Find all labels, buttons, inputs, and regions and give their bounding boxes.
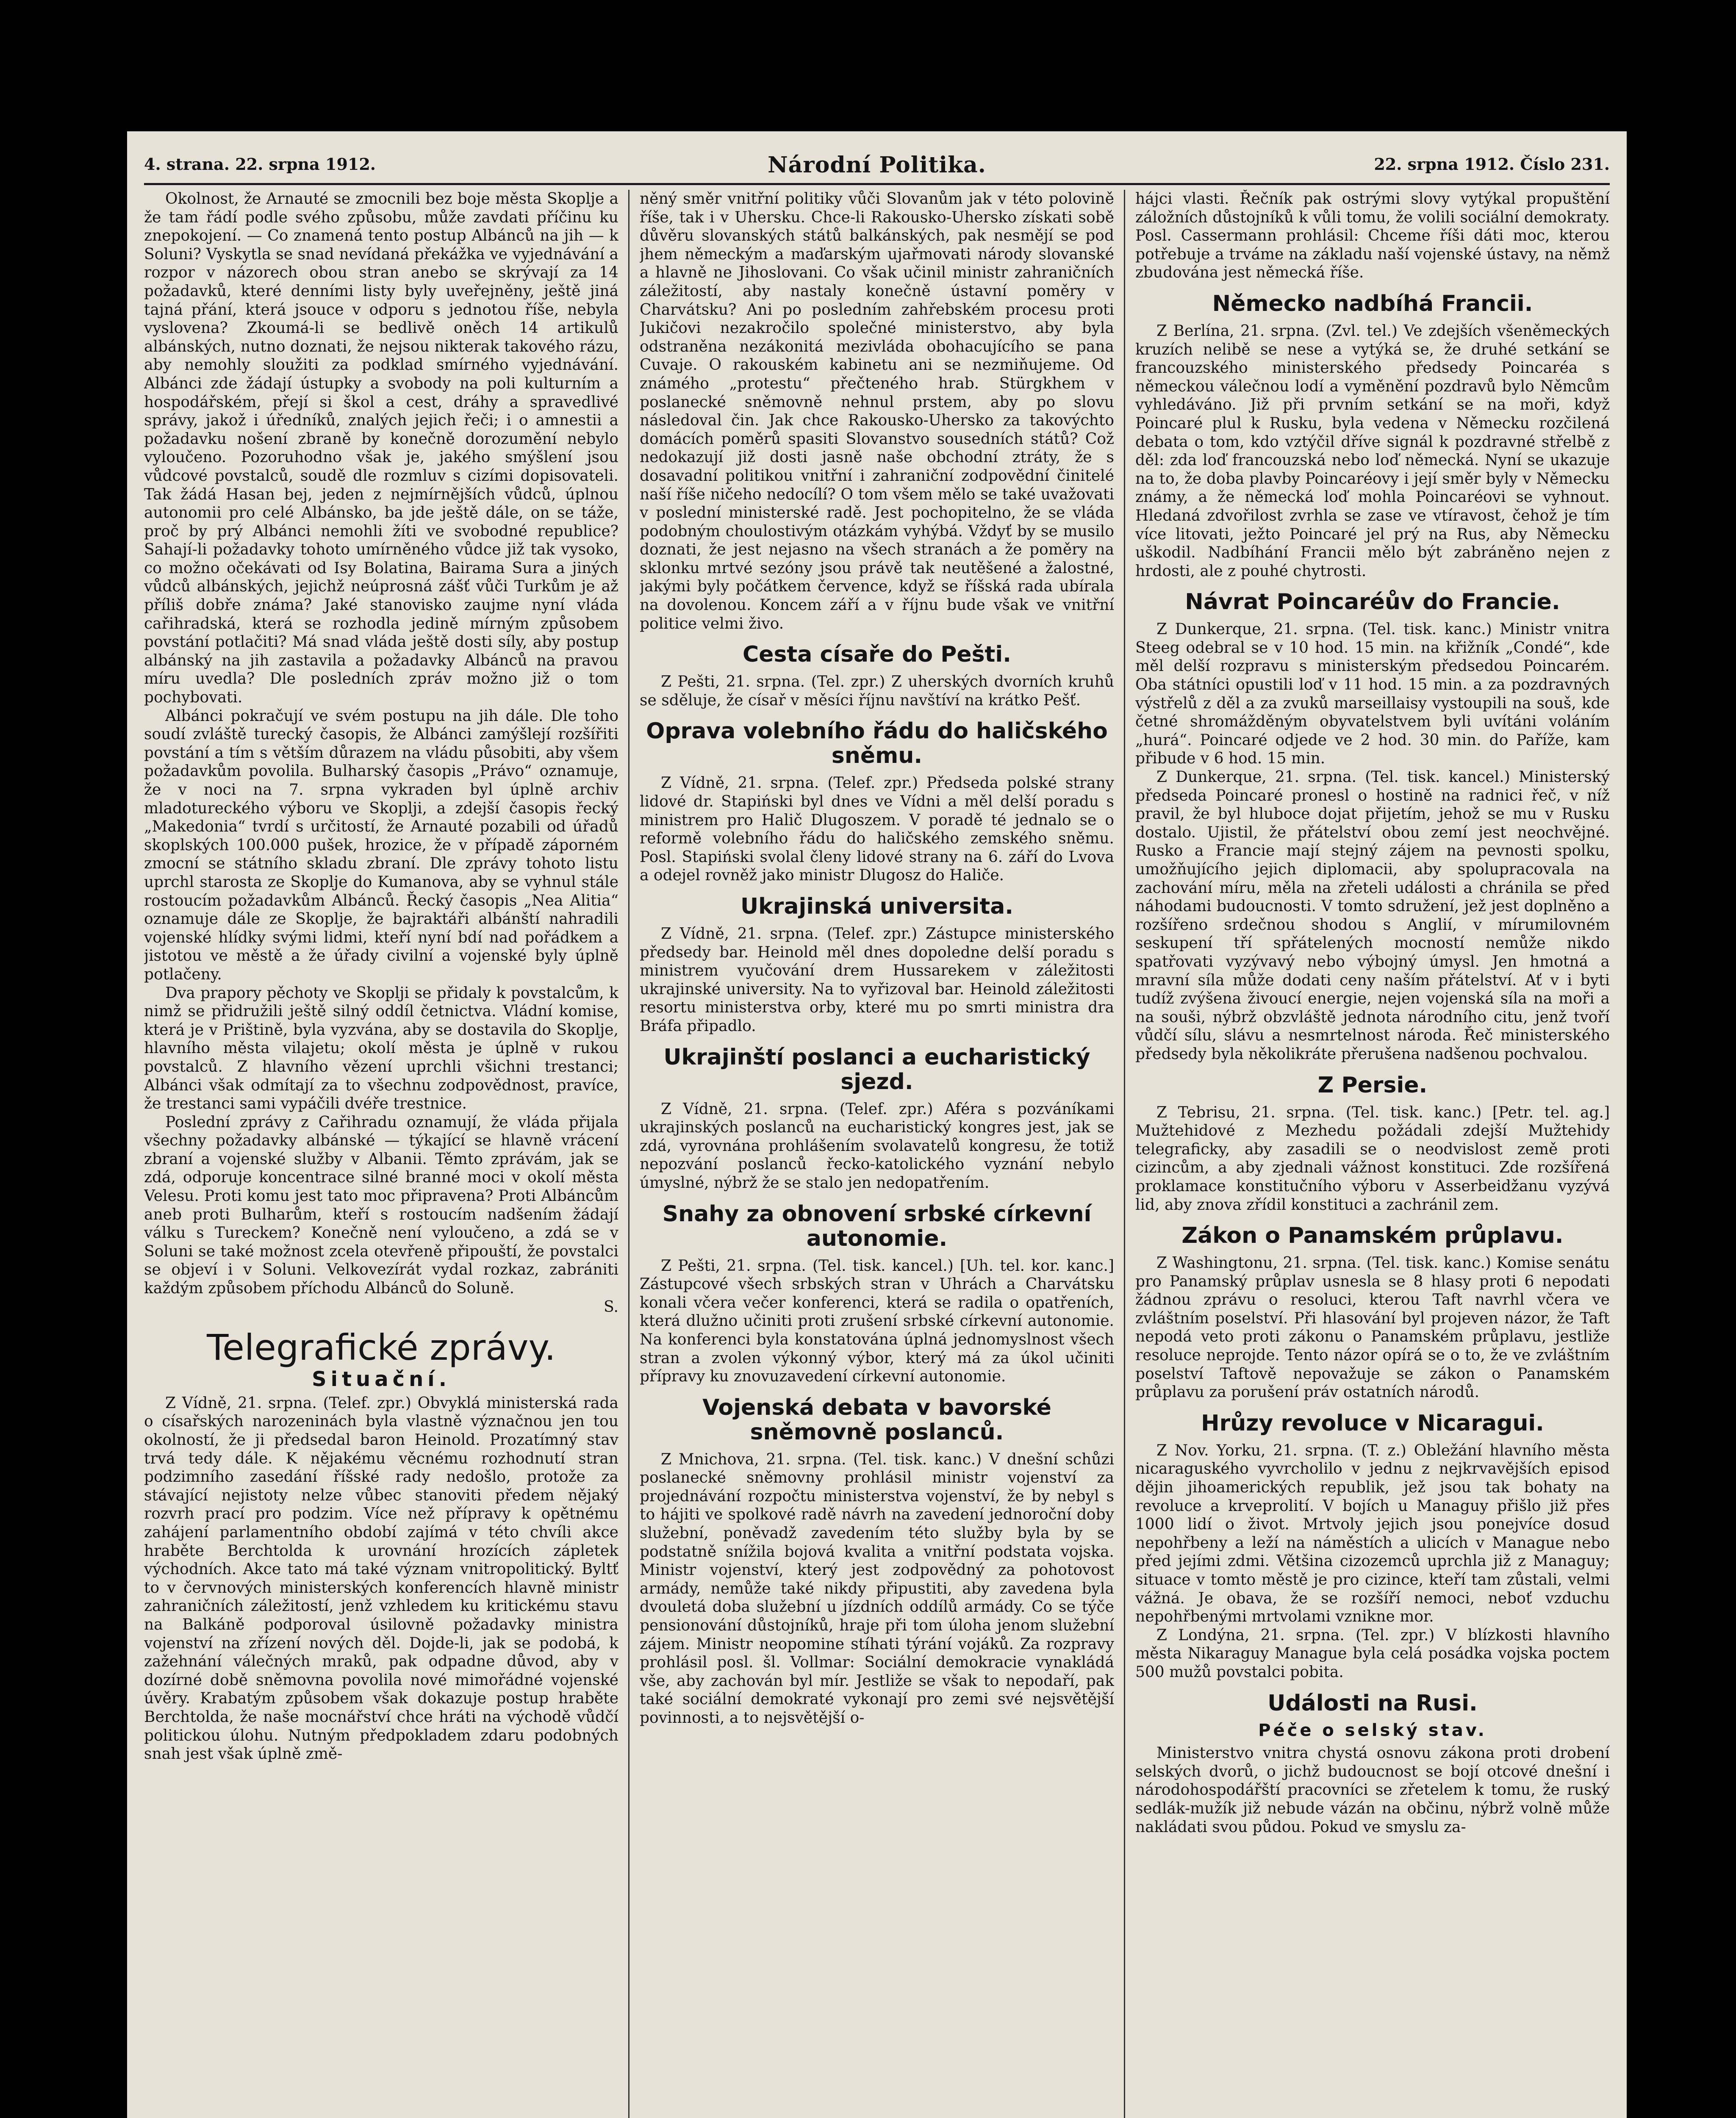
news-headline: Cesta císaře do Pešti. bbox=[743, 642, 1011, 668]
news-headline: Události na Rusi. bbox=[1267, 1690, 1478, 1716]
article-paragraph: Ministerstvo vnitra chystá osnovu zákona proti drobení selských dvorů, o jichž budoucnost se bojí otcové dnešní i národohospodářští pracovníci se zřetelem k tomu, že ruský sedlák-mužík již nebude vázán na občinu, nýbrž volně může nakládati svou půdou. Pokud ve smyslu za- bbox=[1135, 1744, 1610, 1836]
article-signature: S. bbox=[604, 1298, 618, 1316]
news-headline: Vojenská debata v bavorské sněmovně poslanců. bbox=[702, 1394, 1051, 1445]
article-paragraph: Albánci pokračují ve svém postupu na jih dále. Dle toho soudí zvláště turecký časopis, že Albánci zamýšlejí rozšířiti povstání a tím s větším důrazem na vládu působiti, aby všem požadavkům povolila. Bulharský časopis „Právo“ oznamuje, že v noci na 7. srpna vykraden byl úplně archiv mladotureckého výboru ve Skoplji, a zdejší časopis řecký „Makedonia“ tvrdí s určitostí, že Arnauté pozabili od úřadů skoplských 100.000 pušek, hrozice, že v případě záporném zmocní se státního skladu zbraní. Dle zprávy tohoto listu uprchl starosta ze Skoplje do Kumanova, aby se vyhnul stále rostoucím požadavkům Albánců. Řecký časopis „Nea Alitia“ oznamuje dále ze Skoplje, že bajraktáři albánští nahradili vojenské hlídky svými lidmi, kteří nyní bdí nad pořádkem a jistotou ve městě a že úřady civilní a vojenské byly úplně potlačeny. bbox=[144, 707, 618, 983]
news-headline: Z Persie. bbox=[1317, 1072, 1428, 1098]
news-headline: Ukrajinská universita. bbox=[740, 894, 1014, 919]
section-title-telegraf: Telegrafické zprávy. bbox=[207, 1327, 556, 1369]
article-paragraph: Z Nov. Yorku, 21. srpna. (T. z.) Obležání hlavního města nicaraguského vyvrcholilo v jednu z nejkrvavějších episod dějin jihoamerických republik, jež jsou tak bohaty na revoluce a krveprolití. V bojích u Managuy přišlo již přes 1000 lidí o život. Mrtvoly jejich jsou ponejvíce dosud nepohřbeny a leží na náměstích a ulicích v Manague nebo před jejími zdmi. Většina cizozemců uprchla již z Managuy; situace v tomto městě je pro cizince, kteří tam zůstali, velmi vážná. Je obava, že se rozšíří nemoci, neboť vzduchu nepohřbenými mrtvolami vznikne mor. bbox=[1135, 1442, 1610, 1626]
article-paragraph: Poslední zprávy z Cařihradu oznamují, že vláda přijala všechny požadavky albánské — týkající se hlavně vrácení zbraní a vojenské služby v Albanii. Těmto zprávám, jak se zdá, odporuje koncentrace silné branné moci v okolí města Velesu. Proti komu jest tato moc připravena? Proti Albáncům aneb proti Bulharům, kteří s rostoucím nadšením žádají válku s Tureckem? Konečně není vyloučeno, a zdá se v Soluni se také možnost zcela otevřeně připouští, že povstalci se objeví i v Soluni. Velkovezírát vydal rozkaz, zabrániti každým způsobem příchodu Albánců do Soluně. bbox=[144, 1113, 618, 1297]
header-date-left: 4. strana. 22. srpna 1912. bbox=[144, 155, 376, 174]
news-headline: Hrůzy revoluce v Nicaragui. bbox=[1201, 1410, 1544, 1436]
article-paragraph: Z Vídně, 21. srpna. (Telef. zpr.) Předseda polské strany lidové dr. Stapiński byl dnes ve Vídni a měl delší poradu s ministrem pro Halič Dlugoszem. V poradě té jednalo se o reformě volebního řádu do haličského zemského sněmu. Posl. Stapiński svolal členy lidové strany na 6. září do Lvova a odejel rovněž jako ministr Dlugosz do Haliče. bbox=[640, 774, 1114, 884]
column-divider bbox=[628, 190, 630, 2118]
column-2 bbox=[640, 190, 1114, 2118]
subsection-title: Péče o selský stav. bbox=[1258, 1720, 1487, 1740]
article-paragraph: Dva prapory pěchoty ve Skoplji se přidaly k povstalcům, k nimž se přidružili ještě silný oddíl četnictva. Vládní komise, která je v Prištině, byla vyzvána, aby se dostavila do Skoplje, hlavního města vilajetu; okolí města je úplně v rukou povstalců. Z hlavního vězení uprchli všichni trestanci; Albánci však odmítají za to všechnu zodpovědnost, pravíce, že trestanci sami vypáčili dvéře trestnice. bbox=[144, 984, 618, 1113]
news-headline: Německo nadbíhá Francii. bbox=[1212, 291, 1533, 316]
article-paragraph: Z Londýna, 21. srpna. (Tel. zpr.) V blízkosti hlavního města Nikaraguy Manague byla celá posádka vojska poctem 500 mužů povstalci pobita. bbox=[1135, 1626, 1610, 1681]
header-rule bbox=[144, 183, 1610, 185]
article-paragraph: Z Tebrisu, 21. srpna. (Tel. tisk. kanc.) [Petr. tel. ag.] Mužtehidové z Mezhedu požádali zdejší Mužtehidy telegraficky, aby zasadili se o neodvislost země proti cizincům, a aby zjednali vážnost konstituci. Zde rozšířená proklamace konstitučního výboru v Asserbeidžanu vyzývá lid, aby znova zřídil konstituci a zachránil zem. bbox=[1135, 1103, 1610, 1214]
article-paragraph: Z Dunkerque, 21. srpna. (Tel. tisk. kancel.) Ministerský předseda Poincaré pronesl o hostině na radnici řeč, v níž pravil, že byl hluboce dojat přijetím, jehož se mu v Rusku dostalo. Ujistil, že přátelství obou zemí jest neochvějné. Rusko a Francie mají stejný zájem na pevnosti spolku, umožňujícího jejich diplomacii, aby spolupracovala na zachování míru, měla na zřeteli události a chránila se před náhodami budoucnosti. V tomto sdružení, jež jest doplněno a rozšířeno srdečnou shodou s Anglií, v mírumilovném seskupení tří spřátelených mocností nemůže nikdo spatřovati vyzývavý nebo výbojný úmysl. Jen hmotná a mravní síla může dodati ceny naším přátelství. Ať v i byti tudíž zvýšena živoucí energie, nejen vojenská síla na moři a na souši, nýbrž obzvláště jednota národního citu, jenž tvoří vůdčí sílu, slávu a nesmrtelnost národa. Řeč ministerského předsedy byla několikráte přerušena nadšenou pochvalou. bbox=[1135, 768, 1610, 1063]
article-paragraph: Z Pešti, 21. srpna. (Tel. zpr.) Z uherských dvorních kruhů se sděluje, že císař v měsíci říjnu navštíví na krátko Pešť. bbox=[640, 673, 1114, 709]
article-paragraph: Z Vídně, 21. srpna. (Telef. zpr.) Zástupce ministerského předsedy bar. Heinold měl dnes dopoledne delší poradu s ministrem vyučování drem Hussarekem v záležitosti ukrajinské university. Na to vyřizoval bar. Heinold záležitosti resortu ministerstva orby, které mu po smrti ministra dra Bráfa připadlo. bbox=[640, 925, 1114, 1035]
subsection-title: Situační. bbox=[312, 1367, 451, 1392]
article-paragraph: hájci vlasti. Řečník pak ostrými slovy vytýkal propuštění záložních důstojníků k vůli tomu, že volili sociální demokraty. Posl. Cassermann prohlásil: Chceme říši dáti moc, kterou potřebuje a trváme na základu naší vojenské ústavy, na němž zbudována jest německá říše. bbox=[1135, 190, 1610, 282]
article-paragraph: Z Pešti, 21. srpna. (Tel. tisk. kancel.) [Uh. tel. kor. kanc.] Zástupcové všech srbských stran v Uhrách a Charvátsku konali včera večer konferenci, která se radila o opatřeních, která dlužno učiniti proti zrušení srbské církevní autonomie. Na konferenci byla konstatována úplná jednomyslnost všech stran a zvolen výkonný výbor, který má za úkol učiniti přípravy ku znovuzavedení církevní autonomie. bbox=[640, 1257, 1114, 1386]
article-paragraph: Okolnost, že Arnauté se zmocnili bez boje města Skoplje a že tam řádí podle svého způsobu, může zavdati příčinu ku znepokojení. — Co znamená tento postup Albánců na jih — k Soluni? Vyskytla se snad nevídaná překážka ve vyjednávání a rozpor v názorech obou stran anebo se skrývají za 14 požadavků, které denními listy byly uveřejněny, ještě jiná tajná přání, která jsouce v odporu s jednotou říše, nebyla vyslovena? Zkoumá-li se bedlivě oněch 14 artikulů albánských, nutno doznati, že nejsou nikterak takového rázu, aby nemohly sloužiti za podklad smírného vyjednávání. Albánci zde žádají ústupky a svobody na poli kulturním a hospodářském, přejí si škol a cest, dráhy a spravedlivé správy, jakož i úředníků, znalých jejich řeči; i o amnestii a požadavku nošení zbraně by konečně dorozumění nebylo vyloučeno. Pozoruhodno však je, jakého smýšlení jsou vůdcové povstalců, soudě dle rozmluv s cizími dopisovateli. Tak žádá Hasan bej, jeden z nejmírnějších vůdců, úplnou autonomii pro celé Albánsko, ba jde ještě dále, on se táže, proč by prý Albánci nemohli žíti ve svobodné republice? Sahají-li požadavky tohoto umírněného vůdce již tak vysoko, co možno očekávati od Isy Bolatina, Bairama Sura a jiných vůdců albánských, jejichž neúprosná zášť vůči Turkům je až příliš dobře známa? Jaké stanovisko zaujme nyní vláda cařihradská, která se rozhodla jedině mírným způsobem povstání potlačiti? Má snad vláda ještě dosti síly, aby postup albánský na jih zastavila a požadavky Albánců na pravou míru uvedla? Dle posledních zpráv možno již o tom pochybovati. bbox=[144, 190, 618, 707]
column-3 bbox=[1135, 190, 1610, 2118]
article-paragraph: Z Vídně, 21. srpna. (Telef. zpr.) Obvyklá ministerská rada o císařských narozeninách byla vlastně význačnou jen tou okolností, že ji předsedal baron Heinold. Prozatímný stav trvá tedy dále. K nějakému věcnému rozhodnutí stran podzimního zasedání říšské rady nedošlo, protože za stávající nejistoty nelze vůbec stanoviti předem nějaký rozvrh prací pro podzim. Více než přípravy k opětnému zahájení parlamentního období zajímá v této chvíli akce hraběte Berchtolda k urovnání hrozících zápletek východních. Akce tato má také význam vnitropolitický. Byltť to v červnových ministerských konferencích hlavně ministr zahraničních záležitostí, jenž vzhledem ku kritickému stavu na Balkáně podporoval úsilovně požadavky ministra vojenství na zřízení nových děl. Dojde-li, jak se podobá, k zažehnání válečných mraků, pak odpadne důvod, aby v dozírné době sněmovna povolila nové mimořádné vojenské úvěry. Krabatým způsobem však dokazuje postup hraběte Berchtolda, že naše mocnářství chce hráti na východě vůdčí politickou úlohu. Nutným předpokladem zdaru podobných snah jest však úplně změ- bbox=[144, 1394, 618, 1763]
article-paragraph: Z Berlína, 21. srpna. (Zvl. tel.) Ve zdejších všeněmeckých kruzích nelibě se nese a vytýká se, že druhé setkání se francouzského ministerského předsedy Poincaréa s německou válečnou lodí a vyměnění pozdravů bylo Němcům vyhledáváno. Již při prvním setkání se na moři, když Poincaré plul k Rusku, byla vedena v Německu rozčilená debata o tom, kdo vztýčil dříve signál k pozdravné střelbě z děl: zda loď francouzská nebo loď německá. Nyní se ukazuje na to, že doba plavby Poincaréovy i její směr byly v Německu známy, a že německá loď mohla Poincaréovi se vyhnout. Hledaná zdvořilost zvrhla se zase ve vtíravost, čehož je tím více litovati, ježto Poincaré jel prý na Rus, aby Německu uškodil. Nadbíhání Francii mělo být zabráněno nejen z hrdosti, ale z pouhé chytrosti. bbox=[1135, 322, 1610, 580]
article-paragraph: něný směr vnitřní politiky vůči Slovanům jak v této polovině říše, tak i v Uhersku. Chce-li Rakousko-Uhersko získati sobě důvěru slovanských států balkánských, pak nesmějí se pod jhem německým a maďarským ujařmovati národy slovanské a hlavně ne Jihoslovani. Co však učinil ministr zahraničních záležitostí, aby nastaly konečně ústavní poměry v Charvátsku? Ani po posledním zahřebském procesu proti Jukičovi nezakročilo společné ministerstvo, aby byla odstraněna nezákonitá mezivláda obohacujícího se pana Cuvaje. O rakouském kabinetu ani se nezmiňujeme. Od známého „protestu“ přečteného hrab. Stürgkhem v poslanecké sněmovně nehnul prstem, aby po slovu následoval čin. Jak chce Rakousko-Uhersko za takovýchto domácích poměrů spasiti Slovanstvo sousedních států? Což nedokazují již dosti jasně naše obchodní ztráty, že s dosavadní politikou vnitřní i zahraniční zodpovědní činitelé naší říše ničeho nedocílí? O tom všem mělo se také uvažovati v poslední ministerské radě. Jest pochopitelno, že se vláda podobným choulostivým otázkám vyhýbá. Vždyť by se musilo doznati, že jest nejasno na všech stranách a že poměry na sklonku mrtvé sezóny jsou právě tak neutěšené a žalostné, jakými byly počátkem července, když se říšská rada ubírala na dovolenou. Koncem září a v říjnu bude však ve vnitřní politice velmi živo. bbox=[640, 190, 1114, 632]
newspaper-page bbox=[127, 131, 1627, 2118]
news-headline: Oprava volebního řádu do haličského sněmu. bbox=[646, 718, 1108, 769]
column-divider bbox=[1124, 190, 1125, 2118]
news-headline: Snahy za obnovení srbské církevní autonomie. bbox=[662, 1201, 1092, 1251]
news-headline: Ukrajinští poslanci a eucharistický sjezd. bbox=[663, 1044, 1090, 1095]
article-paragraph: Z Dunkerque, 21. srpna. (Tel. tisk. kanc.) Ministr vnitra Steeg odebral se v 10 hod. 15 min. na křižník „Condé“, kde měl delší rozpravu s ministerským předsedou Poincarém. Oba státníci opustili loď v 11 hod. 15 min. a za pozdravných výstřelů z děl a za zvuků marseillaisy vystoupili na souš, kde četné shromážděným obyvatelstvem byli uvítáni voláním „hurá“. Poincaré odjede ve 2 hod. 30 min. do Paříže, kam přibude v 6 hod. 15 min. bbox=[1135, 621, 1610, 768]
header-issue-right: 22. srpna 1912. Číslo 231. bbox=[1374, 155, 1610, 174]
column-1 bbox=[144, 190, 618, 2118]
article-paragraph: Z Vídně, 21. srpna. (Telef. zpr.) Aféra s pozváníkami ukrajinských poslanců na eucharistický kongres jest, jak se zdá, vyrovnána prohlášením svolavatelů kongresu, že totiž nepozvání poslanců řecko-katolického vyznání nebylo úmyslné, nýbrž že se stalo jen nedopatřením. bbox=[640, 1100, 1114, 1192]
news-headline: Zákon o Panamském průplavu. bbox=[1181, 1223, 1564, 1249]
page-header bbox=[144, 152, 1610, 184]
article-paragraph: Z Washingtonu, 21. srpna. (Tel. tisk. kanc.) Komise senátu pro Panamský průplav usnesla se 8 hlasy proti 6 nepodati žádnou zprávu o resoluci, kterou Taft navrhl včera ve zvláštním poselství. Při hlasování byl projeven názor, že Taft nepodá veto proti zákonu o Panamském průplavu, jestliže resoluce neprojde. Tento názor opírá se o to, že ve zvláštním poselství Taftově nepovažuje se zákon o Panamském průplavu za porušení práv ostatních národů. bbox=[1135, 1254, 1610, 1401]
masthead-title: Národní Politika. bbox=[768, 152, 986, 178]
news-headline: Návrat Poincaréův do Francie. bbox=[1185, 589, 1560, 615]
article-paragraph: Z Mnichova, 21. srpna. (Tel. tisk. kanc.) V dnešní schůzi poslanecké sněmovny prohlásil ministr vojenství za projednávání rozpočtu ministerstva vojenství, že by nebyl s to hájiti ve spolkové radě návrh na zavedení jednoroční doby služební, poněvadž zavedením této služby byla by se podstatně snížila bojová kvalita a vnitřní podstata vojska. Ministr vojenství, který jest zodpovědný za pohotovost armády, nemůže také nikdy připustiti, aby zavedena byla dvouletá doba služební u jízdních oddílů armády. Co se týče pensionování důstojníků, hraje při tom úloha jenom služební zájem. Ministr neopomine stíhati týrání vojáků. Za rozpravy prohlásil posl. šl. Vollmar: Sociální demokracie vynakládá vše, aby zachován byl mír. Jestliže se však to nepodaří, pak také sociální demokraté vykonají pro zemi své nejsvětější povinnosti, a to nejsvětější o- bbox=[640, 1450, 1114, 1727]
